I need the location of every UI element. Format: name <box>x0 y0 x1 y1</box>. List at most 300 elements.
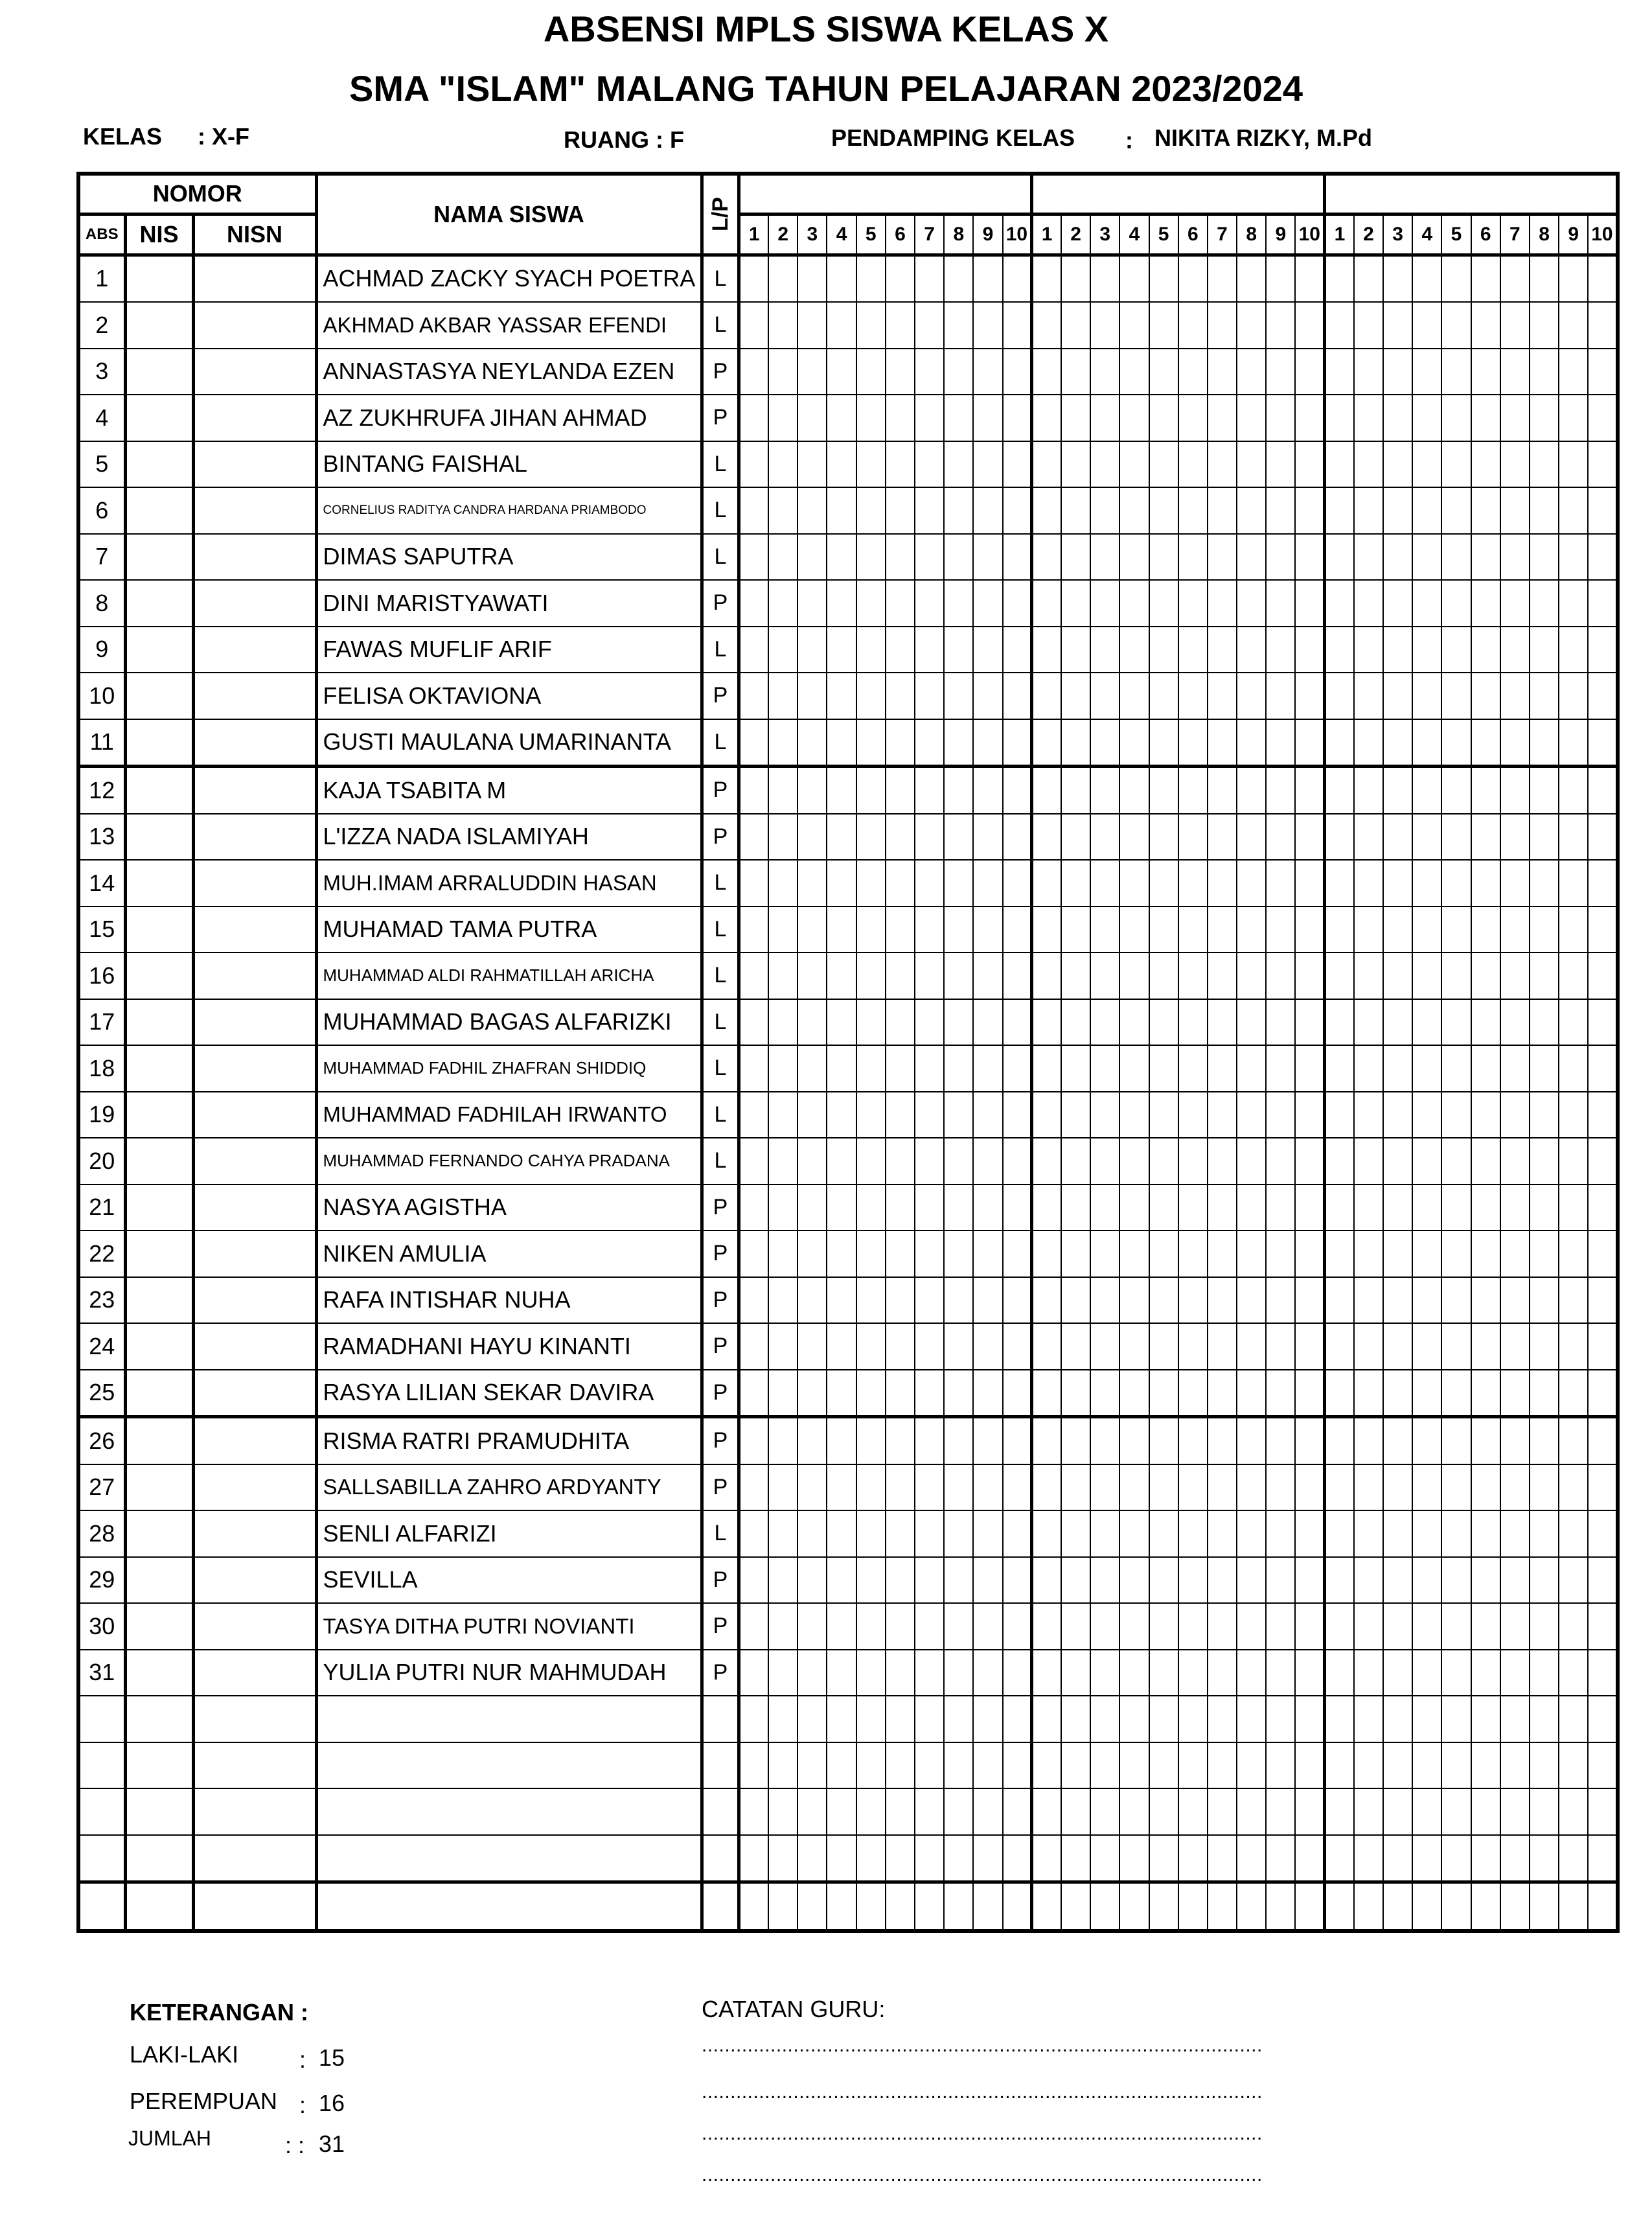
attendance-cell[interactable] <box>886 719 915 767</box>
attendance-cell[interactable] <box>768 1464 797 1511</box>
attendance-cell[interactable] <box>1237 1696 1266 1742</box>
attendance-cell[interactable] <box>1383 395 1412 441</box>
nisn-cell[interactable] <box>193 1230 316 1277</box>
attendance-cell[interactable] <box>827 1603 856 1650</box>
attendance-cell[interactable] <box>1354 1092 1383 1138</box>
nisn-cell[interactable] <box>193 1464 316 1511</box>
attendance-cell[interactable] <box>1441 1092 1471 1138</box>
attendance-cell[interactable] <box>1003 1510 1032 1557</box>
attendance-cell[interactable] <box>1295 1323 1324 1370</box>
attendance-cell[interactable] <box>827 487 856 534</box>
attendance-cell[interactable] <box>1061 860 1090 907</box>
attendance-cell[interactable] <box>1530 953 1559 999</box>
attendance-cell[interactable] <box>1149 1882 1178 1931</box>
attendance-cell[interactable] <box>1354 255 1383 302</box>
attendance-cell[interactable] <box>797 580 827 627</box>
attendance-cell[interactable] <box>1090 395 1119 441</box>
attendance-cell[interactable] <box>1149 1603 1178 1650</box>
attendance-cell[interactable] <box>1500 673 1530 719</box>
attendance-cell[interactable] <box>1061 953 1090 999</box>
attendance-cell[interactable] <box>1441 1557 1471 1604</box>
attendance-cell[interactable] <box>1559 395 1588 441</box>
attendance-cell[interactable] <box>1237 302 1266 349</box>
attendance-cell[interactable] <box>886 1370 915 1417</box>
attendance-cell[interactable] <box>1559 1464 1588 1511</box>
attendance-cell[interactable] <box>797 395 827 441</box>
attendance-cell[interactable] <box>1471 1788 1500 1835</box>
attendance-cell[interactable] <box>1530 1092 1559 1138</box>
attendance-cell[interactable] <box>739 1092 768 1138</box>
attendance-cell[interactable] <box>1178 814 1208 861</box>
attendance-cell[interactable] <box>1003 1138 1032 1184</box>
attendance-cell[interactable] <box>1208 255 1237 302</box>
attendance-cell[interactable] <box>797 1742 827 1789</box>
attendance-cell[interactable] <box>1559 1138 1588 1184</box>
nis-cell[interactable] <box>125 907 193 953</box>
attendance-cell[interactable] <box>1237 1835 1266 1882</box>
attendance-cell[interactable] <box>1266 1603 1295 1650</box>
attendance-cell[interactable] <box>768 953 797 999</box>
nisn-cell[interactable] <box>193 1696 316 1742</box>
attendance-cell[interactable] <box>768 1184 797 1231</box>
attendance-cell[interactable] <box>1500 1230 1530 1277</box>
attendance-cell[interactable] <box>1559 349 1588 395</box>
attendance-cell[interactable] <box>1325 1138 1354 1184</box>
attendance-cell[interactable] <box>1090 255 1119 302</box>
attendance-cell[interactable] <box>827 953 856 999</box>
attendance-cell[interactable] <box>1003 441 1032 488</box>
attendance-cell[interactable] <box>1441 719 1471 767</box>
attendance-cell[interactable] <box>1149 1138 1178 1184</box>
attendance-cell[interactable] <box>1530 1882 1559 1931</box>
attendance-cell[interactable] <box>1471 627 1500 673</box>
attendance-cell[interactable] <box>1325 395 1354 441</box>
attendance-cell[interactable] <box>827 814 856 861</box>
attendance-cell[interactable] <box>1383 534 1412 581</box>
attendance-cell[interactable] <box>944 1277 973 1324</box>
attendance-cell[interactable] <box>886 767 915 814</box>
attendance-cell[interactable] <box>1354 302 1383 349</box>
attendance-cell[interactable] <box>1500 999 1530 1046</box>
attendance-cell[interactable] <box>944 1742 973 1789</box>
attendance-cell[interactable] <box>1354 999 1383 1046</box>
nis-cell[interactable] <box>125 673 193 719</box>
attendance-cell[interactable] <box>1500 1184 1530 1231</box>
attendance-cell[interactable] <box>973 1603 1002 1650</box>
attendance-cell[interactable] <box>1149 860 1178 907</box>
attendance-cell[interactable] <box>1237 860 1266 907</box>
attendance-cell[interactable] <box>1266 1510 1295 1557</box>
attendance-cell[interactable] <box>1412 1603 1441 1650</box>
attendance-cell[interactable] <box>1559 627 1588 673</box>
attendance-cell[interactable] <box>1383 302 1412 349</box>
attendance-cell[interactable] <box>915 1464 944 1511</box>
attendance-cell[interactable] <box>1208 953 1237 999</box>
attendance-cell[interactable] <box>1090 302 1119 349</box>
attendance-cell[interactable] <box>1237 1230 1266 1277</box>
attendance-cell[interactable] <box>886 1650 915 1696</box>
attendance-cell[interactable] <box>1471 1092 1500 1138</box>
attendance-cell[interactable] <box>1471 1835 1500 1882</box>
attendance-cell[interactable] <box>1090 999 1119 1046</box>
attendance-cell[interactable] <box>739 441 768 488</box>
attendance-cell[interactable] <box>1266 999 1295 1046</box>
attendance-cell[interactable] <box>1412 1277 1441 1324</box>
attendance-cell[interactable] <box>1471 1742 1500 1789</box>
attendance-cell[interactable] <box>1500 1557 1530 1604</box>
nisn-cell[interactable] <box>193 1603 316 1650</box>
attendance-cell[interactable] <box>768 1696 797 1742</box>
attendance-cell[interactable] <box>1412 1464 1441 1511</box>
attendance-cell[interactable] <box>1237 1603 1266 1650</box>
attendance-cell[interactable] <box>1383 1603 1412 1650</box>
attendance-cell[interactable] <box>915 534 944 581</box>
attendance-cell[interactable] <box>1090 534 1119 581</box>
attendance-cell[interactable] <box>1354 627 1383 673</box>
attendance-cell[interactable] <box>1325 999 1354 1046</box>
attendance-cell[interactable] <box>739 487 768 534</box>
attendance-cell[interactable] <box>1530 349 1559 395</box>
attendance-cell[interactable] <box>1237 395 1266 441</box>
attendance-cell[interactable] <box>1383 349 1412 395</box>
attendance-cell[interactable] <box>944 1045 973 1092</box>
attendance-cell[interactable] <box>768 814 797 861</box>
attendance-cell[interactable] <box>1032 627 1061 673</box>
attendance-cell[interactable] <box>739 1603 768 1650</box>
attendance-cell[interactable] <box>1354 953 1383 999</box>
attendance-cell[interactable] <box>1061 673 1090 719</box>
attendance-cell[interactable] <box>1412 441 1441 488</box>
attendance-cell[interactable] <box>1412 767 1441 814</box>
attendance-cell[interactable] <box>1237 349 1266 395</box>
attendance-cell[interactable] <box>1559 1835 1588 1882</box>
nisn-cell[interactable] <box>193 1835 316 1882</box>
attendance-cell[interactable] <box>915 255 944 302</box>
attendance-cell[interactable] <box>1471 1464 1500 1511</box>
attendance-cell[interactable] <box>1149 1650 1178 1696</box>
attendance-cell[interactable] <box>768 1882 797 1931</box>
attendance-cell[interactable] <box>1354 1277 1383 1324</box>
attendance-cell[interactable] <box>1500 1835 1530 1882</box>
attendance-cell[interactable] <box>1119 1696 1149 1742</box>
attendance-cell[interactable] <box>1471 534 1500 581</box>
attendance-cell[interactable] <box>1500 907 1530 953</box>
attendance-cell[interactable] <box>1383 441 1412 488</box>
attendance-cell[interactable] <box>1500 1510 1530 1557</box>
attendance-cell[interactable] <box>1090 487 1119 534</box>
attendance-cell[interactable] <box>768 255 797 302</box>
attendance-cell[interactable] <box>1119 534 1149 581</box>
attendance-cell[interactable] <box>1354 1742 1383 1789</box>
attendance-cell[interactable] <box>1208 719 1237 767</box>
attendance-cell[interactable] <box>1090 767 1119 814</box>
attendance-cell[interactable] <box>1471 999 1500 1046</box>
attendance-cell[interactable] <box>1003 673 1032 719</box>
attendance-cell[interactable] <box>1441 1742 1471 1789</box>
attendance-cell[interactable] <box>1383 627 1412 673</box>
attendance-cell[interactable] <box>1559 1323 1588 1370</box>
attendance-cell[interactable] <box>1237 627 1266 673</box>
attendance-cell[interactable] <box>1354 487 1383 534</box>
attendance-cell[interactable] <box>1032 1835 1061 1882</box>
attendance-cell[interactable] <box>915 1696 944 1742</box>
attendance-cell[interactable] <box>1559 1557 1588 1604</box>
attendance-cell[interactable] <box>1354 534 1383 581</box>
attendance-cell[interactable] <box>1208 1696 1237 1742</box>
attendance-cell[interactable] <box>1061 1323 1090 1370</box>
attendance-cell[interactable] <box>1266 1788 1295 1835</box>
attendance-cell[interactable] <box>1354 1788 1383 1835</box>
attendance-cell[interactable] <box>768 534 797 581</box>
attendance-cell[interactable] <box>1178 1510 1208 1557</box>
attendance-cell[interactable] <box>944 1788 973 1835</box>
attendance-cell[interactable] <box>1295 1464 1324 1511</box>
attendance-cell[interactable] <box>1588 1882 1617 1931</box>
attendance-cell[interactable] <box>1208 395 1237 441</box>
attendance-cell[interactable] <box>1208 1277 1237 1324</box>
attendance-cell[interactable] <box>1383 1650 1412 1696</box>
attendance-cell[interactable] <box>1266 1184 1295 1231</box>
attendance-cell[interactable] <box>973 487 1002 534</box>
nis-cell[interactable] <box>125 1045 193 1092</box>
attendance-cell[interactable] <box>1471 814 1500 861</box>
attendance-cell[interactable] <box>1208 627 1237 673</box>
attendance-cell[interactable] <box>797 1045 827 1092</box>
attendance-cell[interactable] <box>1471 1138 1500 1184</box>
attendance-cell[interactable] <box>1237 1370 1266 1417</box>
attendance-cell[interactable] <box>1266 1742 1295 1789</box>
attendance-cell[interactable] <box>1032 1882 1061 1931</box>
attendance-cell[interactable] <box>1354 349 1383 395</box>
nis-cell[interactable] <box>125 1788 193 1835</box>
attendance-cell[interactable] <box>1559 441 1588 488</box>
attendance-cell[interactable] <box>1295 1417 1324 1464</box>
attendance-cell[interactable] <box>1383 860 1412 907</box>
attendance-cell[interactable] <box>944 627 973 673</box>
attendance-cell[interactable] <box>1412 534 1441 581</box>
nis-cell[interactable] <box>125 1277 193 1324</box>
attendance-cell[interactable] <box>1032 534 1061 581</box>
attendance-cell[interactable] <box>1325 302 1354 349</box>
attendance-cell[interactable] <box>973 534 1002 581</box>
attendance-cell[interactable] <box>1500 1882 1530 1931</box>
nisn-cell[interactable] <box>193 1045 316 1092</box>
attendance-cell[interactable] <box>1588 1510 1617 1557</box>
attendance-cell[interactable] <box>1500 860 1530 907</box>
attendance-cell[interactable] <box>1530 767 1559 814</box>
attendance-cell[interactable] <box>1003 302 1032 349</box>
attendance-cell[interactable] <box>1588 1696 1617 1742</box>
attendance-cell[interactable] <box>886 255 915 302</box>
attendance-cell[interactable] <box>1266 719 1295 767</box>
attendance-cell[interactable] <box>1500 1323 1530 1370</box>
nis-cell[interactable] <box>125 1230 193 1277</box>
attendance-cell[interactable] <box>915 1557 944 1604</box>
attendance-cell[interactable] <box>1149 1417 1178 1464</box>
attendance-cell[interactable] <box>1559 1788 1588 1835</box>
attendance-cell[interactable] <box>1178 1835 1208 1882</box>
nis-cell[interactable] <box>125 395 193 441</box>
attendance-cell[interactable] <box>856 1417 886 1464</box>
attendance-cell[interactable] <box>1325 1835 1354 1882</box>
attendance-cell[interactable] <box>973 1277 1002 1324</box>
attendance-cell[interactable] <box>1530 1417 1559 1464</box>
attendance-cell[interactable] <box>973 1323 1002 1370</box>
attendance-cell[interactable] <box>973 1184 1002 1231</box>
attendance-cell[interactable] <box>1178 534 1208 581</box>
attendance-cell[interactable] <box>886 1464 915 1511</box>
attendance-cell[interactable] <box>1119 1138 1149 1184</box>
attendance-cell[interactable] <box>1178 349 1208 395</box>
attendance-cell[interactable] <box>1559 255 1588 302</box>
attendance-cell[interactable] <box>1325 1557 1354 1604</box>
attendance-cell[interactable] <box>1003 1230 1032 1277</box>
attendance-cell[interactable] <box>1208 534 1237 581</box>
attendance-cell[interactable] <box>1441 349 1471 395</box>
attendance-cell[interactable] <box>797 814 827 861</box>
attendance-cell[interactable] <box>1383 1882 1412 1931</box>
attendance-cell[interactable] <box>1500 487 1530 534</box>
attendance-cell[interactable] <box>739 1788 768 1835</box>
attendance-cell[interactable] <box>1383 1184 1412 1231</box>
attendance-cell[interactable] <box>1061 1184 1090 1231</box>
nisn-cell[interactable] <box>193 673 316 719</box>
attendance-cell[interactable] <box>1559 1230 1588 1277</box>
attendance-cell[interactable] <box>1559 1650 1588 1696</box>
attendance-cell[interactable] <box>1178 1696 1208 1742</box>
attendance-cell[interactable] <box>1500 1417 1530 1464</box>
attendance-cell[interactable] <box>1178 1557 1208 1604</box>
attendance-cell[interactable] <box>1032 1788 1061 1835</box>
attendance-cell[interactable] <box>856 1882 886 1931</box>
attendance-cell[interactable] <box>1412 302 1441 349</box>
attendance-cell[interactable] <box>856 1742 886 1789</box>
attendance-cell[interactable] <box>739 767 768 814</box>
attendance-cell[interactable] <box>856 1510 886 1557</box>
attendance-cell[interactable] <box>1032 1323 1061 1370</box>
attendance-cell[interactable] <box>1354 1230 1383 1277</box>
attendance-cell[interactable] <box>886 1045 915 1092</box>
attendance-cell[interactable] <box>856 1184 886 1231</box>
attendance-cell[interactable] <box>1003 1323 1032 1370</box>
attendance-cell[interactable] <box>856 860 886 907</box>
attendance-cell[interactable] <box>1061 1045 1090 1092</box>
attendance-cell[interactable] <box>1061 487 1090 534</box>
attendance-cell[interactable] <box>1354 1323 1383 1370</box>
attendance-cell[interactable] <box>944 1603 973 1650</box>
attendance-cell[interactable] <box>1149 1510 1178 1557</box>
attendance-cell[interactable] <box>768 1650 797 1696</box>
nisn-cell[interactable] <box>193 255 316 302</box>
attendance-cell[interactable] <box>1383 1742 1412 1789</box>
attendance-cell[interactable] <box>856 534 886 581</box>
attendance-cell[interactable] <box>1208 1092 1237 1138</box>
attendance-cell[interactable] <box>1032 767 1061 814</box>
attendance-cell[interactable] <box>944 1835 973 1882</box>
attendance-cell[interactable] <box>973 719 1002 767</box>
attendance-cell[interactable] <box>1295 1650 1324 1696</box>
attendance-cell[interactable] <box>1178 860 1208 907</box>
attendance-cell[interactable] <box>797 1092 827 1138</box>
nis-cell[interactable] <box>125 1882 193 1931</box>
attendance-cell[interactable] <box>1559 1882 1588 1931</box>
attendance-cell[interactable] <box>1530 255 1559 302</box>
attendance-cell[interactable] <box>1412 1882 1441 1931</box>
attendance-cell[interactable] <box>1149 1184 1178 1231</box>
attendance-cell[interactable] <box>827 349 856 395</box>
attendance-cell[interactable] <box>856 767 886 814</box>
attendance-cell[interactable] <box>915 1882 944 1931</box>
attendance-cell[interactable] <box>1588 1650 1617 1696</box>
attendance-cell[interactable] <box>1500 1138 1530 1184</box>
attendance-cell[interactable] <box>1325 627 1354 673</box>
attendance-cell[interactable] <box>886 1277 915 1324</box>
nisn-cell[interactable] <box>193 580 316 627</box>
attendance-cell[interactable] <box>856 1138 886 1184</box>
attendance-cell[interactable] <box>1383 580 1412 627</box>
attendance-cell[interactable] <box>915 1323 944 1370</box>
attendance-cell[interactable] <box>1471 1557 1500 1604</box>
attendance-cell[interactable] <box>1412 1138 1441 1184</box>
attendance-cell[interactable] <box>1588 1788 1617 1835</box>
attendance-cell[interactable] <box>739 1742 768 1789</box>
attendance-cell[interactable] <box>1032 302 1061 349</box>
nis-cell[interactable] <box>125 1370 193 1417</box>
attendance-cell[interactable] <box>1090 814 1119 861</box>
attendance-cell[interactable] <box>1266 814 1295 861</box>
attendance-cell[interactable] <box>1119 441 1149 488</box>
attendance-cell[interactable] <box>1559 302 1588 349</box>
attendance-cell[interactable] <box>739 627 768 673</box>
attendance-cell[interactable] <box>1237 953 1266 999</box>
attendance-cell[interactable] <box>886 534 915 581</box>
nisn-cell[interactable] <box>193 487 316 534</box>
attendance-cell[interactable] <box>1178 1277 1208 1324</box>
attendance-cell[interactable] <box>1325 441 1354 488</box>
attendance-cell[interactable] <box>1149 1092 1178 1138</box>
attendance-cell[interactable] <box>827 907 856 953</box>
attendance-cell[interactable] <box>1295 1184 1324 1231</box>
attendance-cell[interactable] <box>973 1788 1002 1835</box>
attendance-cell[interactable] <box>1090 580 1119 627</box>
attendance-cell[interactable] <box>1383 1464 1412 1511</box>
attendance-cell[interactable] <box>915 1370 944 1417</box>
nis-cell[interactable] <box>125 1835 193 1882</box>
attendance-cell[interactable] <box>1559 999 1588 1046</box>
attendance-cell[interactable] <box>1383 1788 1412 1835</box>
attendance-cell[interactable] <box>1354 1557 1383 1604</box>
attendance-cell[interactable] <box>1471 1417 1500 1464</box>
attendance-cell[interactable] <box>1032 1417 1061 1464</box>
attendance-cell[interactable] <box>1383 1138 1412 1184</box>
attendance-cell[interactable] <box>944 395 973 441</box>
attendance-cell[interactable] <box>1178 1370 1208 1417</box>
attendance-cell[interactable] <box>1208 1464 1237 1511</box>
attendance-cell[interactable] <box>768 627 797 673</box>
nisn-cell[interactable] <box>193 441 316 488</box>
attendance-cell[interactable] <box>1383 1045 1412 1092</box>
attendance-cell[interactable] <box>1090 1882 1119 1931</box>
attendance-cell[interactable] <box>1441 1045 1471 1092</box>
attendance-cell[interactable] <box>1354 860 1383 907</box>
attendance-cell[interactable] <box>1325 767 1354 814</box>
attendance-cell[interactable] <box>915 1788 944 1835</box>
attendance-cell[interactable] <box>1295 1603 1324 1650</box>
attendance-cell[interactable] <box>1295 953 1324 999</box>
attendance-cell[interactable] <box>973 814 1002 861</box>
attendance-cell[interactable] <box>1266 1323 1295 1370</box>
attendance-cell[interactable] <box>856 1603 886 1650</box>
